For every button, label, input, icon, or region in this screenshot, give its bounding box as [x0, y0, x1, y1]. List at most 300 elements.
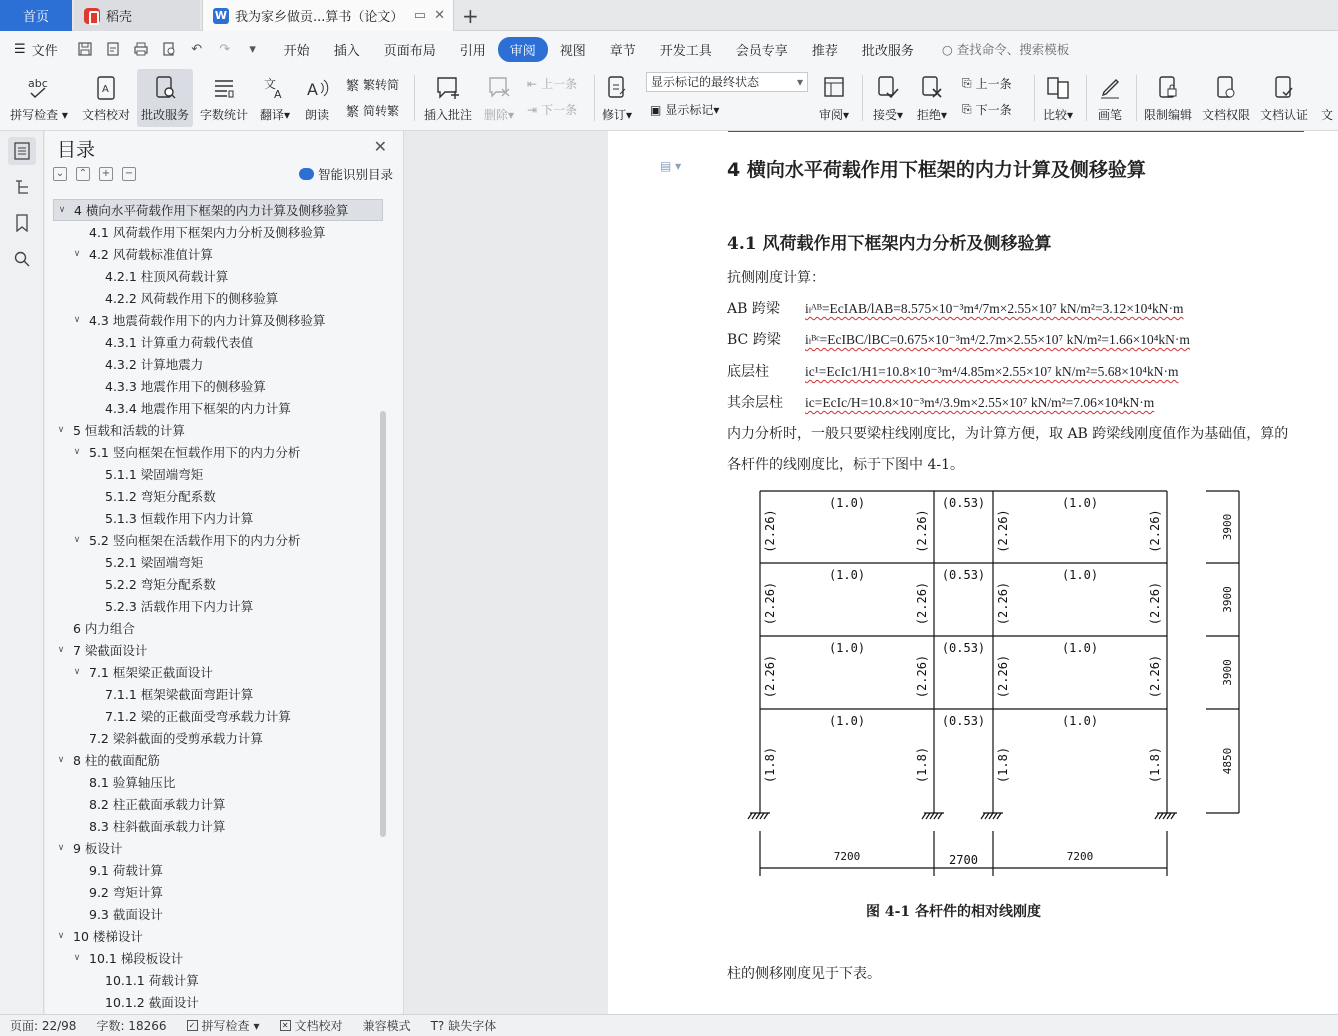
- toc-scrollbar[interactable]: [380, 411, 386, 837]
- toc-item-label: 8.2 柱正截面承载力计算: [89, 797, 226, 812]
- doc-more-button[interactable]: [1316, 69, 1338, 127]
- chevron-down-icon[interactable]: ∨: [57, 425, 65, 435]
- compare-button[interactable]: [1038, 69, 1078, 127]
- toc-item-label: 10.1.2 截面设计: [105, 995, 199, 1010]
- review-pane-icon: [820, 74, 848, 102]
- delete-comment-icon: [485, 74, 513, 102]
- tab-close-icon[interactable]: ✕: [434, 8, 445, 23]
- page-indicator[interactable]: 页面: 22/98: [10, 1019, 77, 1033]
- show-markup-icon: ▣: [650, 102, 662, 117]
- file-menu-label: 文件: [31, 43, 58, 59]
- spell-check-button[interactable]: [8, 69, 70, 127]
- toc-item[interactable]: [53, 507, 383, 529]
- search-icon: ○: [941, 41, 953, 57]
- chapter-heading: 4 横向水平荷载作用下框架的内力计算及侧移验算: [727, 159, 1146, 181]
- toc-list: [53, 199, 383, 1013]
- toc-item-label: 7.1.2 梁的正截面受弯承载力计算: [105, 709, 291, 724]
- beam-stiffness-label: (0.53): [941, 568, 986, 582]
- missing-font[interactable]: [421, 1017, 507, 1034]
- print-icon[interactable]: [130, 38, 152, 60]
- smart-toc-icon: [299, 168, 314, 180]
- formula-row-other-column: [727, 392, 1154, 412]
- paragraph-handle-icon[interactable]: ▤ ▾: [660, 159, 682, 173]
- toc-item-label: 5.2 竖向框架在活载作用下的内力分析: [89, 533, 301, 548]
- frame-support-hatch: [756, 813, 760, 819]
- missing-font-icon: T?: [430, 1018, 445, 1033]
- doc-certify-icon: [1270, 74, 1298, 102]
- column-stiffness-label: (2.26): [915, 509, 929, 553]
- toc-item-label: 9.1 荷载计算: [89, 863, 163, 878]
- toc-item[interactable]: [53, 375, 383, 397]
- toc-item[interactable]: [53, 903, 383, 925]
- ribbon-separator: [1034, 75, 1035, 121]
- toc-item[interactable]: [53, 353, 383, 375]
- toc-item-label: 4.3.1 计算重力荷载代表值: [105, 335, 254, 350]
- toc-item-label: 8.3 柱斜截面承载力计算: [89, 819, 226, 834]
- file-menu[interactable]: [14, 40, 58, 59]
- review-pane-label: 审阅▾: [818, 108, 850, 122]
- toc-item[interactable]: [53, 595, 383, 617]
- delete-comment-label: 删除▾: [483, 108, 515, 122]
- reject-label: 拒绝▾: [916, 108, 948, 122]
- column-stiffness-label: (2.26): [1148, 509, 1162, 553]
- page-margin-mark: [728, 131, 1304, 147]
- menu-review-service[interactable]: 批改服务: [861, 43, 914, 59]
- toc-item-label: 4.2.1 柱顶风荷载计算: [105, 269, 229, 284]
- doc-certify-label: 文档认证: [1259, 108, 1308, 122]
- column-stiffness-label: (2.26): [1148, 581, 1162, 626]
- menu-view[interactable]: 视图: [559, 43, 586, 59]
- frame-support-hatch: [926, 813, 930, 819]
- command-search[interactable]: [942, 40, 1069, 58]
- remove-heading-icon[interactable]: −: [122, 167, 136, 181]
- toc-item-label: 7.1.1 框架梁截面弯距计算: [105, 687, 254, 702]
- formula-label: AB 跨梁: [727, 301, 780, 317]
- frame-support-hatch: [985, 813, 989, 819]
- toc-item[interactable]: [53, 573, 383, 595]
- toc-item-label: 5.2.1 梁固端弯矩: [105, 555, 204, 570]
- formula-text: ic¹=EcIc1/H1=10.8×10⁻³m⁴/4.85m×2.55×10⁷ kN/m²=5.68×10⁴kN·m: [805, 364, 1179, 379]
- menu-start[interactable]: 开始: [283, 43, 310, 59]
- toc-item-label: 6 内力组合: [73, 621, 135, 636]
- next-change-icon: ⎘: [962, 102, 972, 116]
- formula-text: ic=EcIc/H=10.8×10⁻³m⁴/3.9m×2.55×10⁷ kN/m²=7.06×10⁴kN·m: [805, 395, 1155, 410]
- beam-stiffness-label: (1.0): [1061, 568, 1099, 582]
- chevron-down-icon[interactable]: ∨: [57, 843, 65, 853]
- smart-toc-label: 智能识别目录: [317, 167, 393, 182]
- frame-support-hatch: [760, 813, 764, 819]
- spell-check-status-icon: ✓: [187, 1020, 198, 1031]
- chapter-nav-icon[interactable]: [8, 173, 36, 201]
- smart-toc-button[interactable]: [299, 165, 393, 183]
- prev-comment-icon: ⇤: [527, 76, 538, 91]
- column-stiffness-label: (2.26): [915, 654, 929, 699]
- frame-support-hatch: [938, 813, 942, 819]
- toc-item-label: 9.2 弯矩计算: [89, 885, 163, 900]
- word-count[interactable]: 字数: 18266: [96, 1019, 167, 1033]
- toc-item[interactable]: [53, 419, 383, 441]
- word-count-button[interactable]: [196, 69, 252, 127]
- toc-item[interactable]: [53, 617, 383, 639]
- doc-certify-button[interactable]: [1256, 69, 1312, 127]
- toc-item-label: 4.3 地震荷载作用下的内力计算及侧移验算: [89, 313, 326, 328]
- height-dimension-label: 3900: [1221, 513, 1234, 541]
- home-tab[interactable]: 首页: [0, 0, 72, 31]
- toc-item-label: 7 梁截面设计: [73, 643, 148, 658]
- frame-support-hatch: [748, 813, 752, 819]
- toc-item-label: 5 恒载和活载的计算: [73, 423, 185, 438]
- toc-item-label: 8.1 验算轴压比: [89, 775, 176, 790]
- span-dimension-label: 2700: [949, 853, 978, 867]
- toc-panel: [45, 131, 404, 1014]
- frame-support-hatch: [981, 813, 985, 819]
- menu-chapter[interactable]: 章节: [609, 43, 636, 59]
- svg-text:A: A: [274, 88, 282, 101]
- chevron-down-icon[interactable]: ∨: [57, 931, 65, 941]
- toc-item[interactable]: [53, 969, 383, 991]
- column-stiffness-label: (1.8): [915, 746, 929, 784]
- toc-item[interactable]: [53, 463, 383, 485]
- column-stiffness-label: (1.8): [763, 746, 777, 784]
- restrict-edit-icon: [1154, 74, 1182, 102]
- frame-support-hatch: [989, 813, 993, 819]
- toc-item[interactable]: [53, 991, 383, 1013]
- missing-font-label: 缺失字体: [448, 1019, 497, 1033]
- toc-item[interactable]: [53, 639, 383, 661]
- formula-label: 其余层柱: [727, 395, 783, 411]
- frame-support-hatch: [930, 813, 934, 819]
- trad-to-simp-icon: 繁: [346, 79, 360, 94]
- new-tab-icon[interactable]: +: [462, 4, 479, 28]
- quick-access-dropdown-icon[interactable]: ▾: [249, 41, 256, 57]
- formula-text: iₗᴮᶜ=EcIBC/lBC=0.675×10⁻³m⁴/2.7m×2.55×10⁷ kN/m²=1.66×10⁴kN·m: [805, 332, 1190, 347]
- track-changes-icon: [603, 74, 631, 102]
- svg-text:文: 文: [264, 77, 277, 91]
- column-stiffness-label: (2.26): [996, 509, 1010, 553]
- column-stiffness-label: (2.26): [763, 581, 777, 626]
- redo-icon[interactable]: ↷: [219, 41, 231, 57]
- command-search-placeholder: 查找命令、搜索模板: [956, 42, 1070, 57]
- toc-item[interactable]: [53, 925, 383, 947]
- toc-item[interactable]: [53, 661, 383, 683]
- prev-comment-button[interactable]: [527, 75, 577, 92]
- beam-stiffness-label: (1.0): [828, 568, 866, 582]
- paragraph-column-stiffness: 柱的侧移刚度见于下表。: [727, 966, 881, 982]
- toc-item[interactable]: [53, 683, 383, 705]
- insert-comment-button[interactable]: [420, 69, 476, 127]
- show-markup-button[interactable]: [650, 101, 719, 118]
- column-stiffness-label: (2.26): [915, 581, 929, 626]
- menu-page-layout[interactable]: 页面布局: [383, 43, 436, 59]
- frame-support-hatch: [1167, 813, 1171, 819]
- next-comment-button[interactable]: [527, 101, 577, 118]
- doc-more-icon: [1316, 74, 1338, 102]
- height-dimension-label: 3900: [1221, 659, 1234, 686]
- toc-item[interactable]: [53, 705, 383, 727]
- pen-icon: [1096, 74, 1124, 102]
- add-heading-icon[interactable]: +: [99, 167, 113, 181]
- chevron-down-icon[interactable]: ∨: [73, 315, 81, 325]
- frame-support-hatch: [1163, 813, 1167, 819]
- menu-references[interactable]: 引用: [459, 43, 486, 59]
- height-dimension-label: 4850: [1221, 747, 1234, 775]
- frame-support-hatch: [993, 813, 997, 819]
- toc-item-label: 5.1 竖向框架在恒载作用下的内力分析: [89, 445, 301, 460]
- beam-stiffness-label: (1.0): [828, 714, 866, 728]
- insert-comment-label: 插入批注: [423, 108, 472, 122]
- toc-item[interactable]: [53, 485, 383, 507]
- toc-item[interactable]: [53, 309, 383, 331]
- read-aloud-icon: [303, 74, 331, 102]
- figure-caption: 图 4-1 各杆件的相对线刚度: [866, 904, 1042, 920]
- doc-check-label: 文档校对: [81, 108, 130, 122]
- toc-item-label: 5.1.1 梁固端弯矩: [105, 467, 204, 482]
- toc-item[interactable]: [53, 793, 383, 815]
- navigation-strip: [0, 131, 44, 1014]
- next-change-button[interactable]: [962, 101, 1012, 118]
- formula-row-ab: [727, 298, 1184, 318]
- ribbon-separator: [862, 75, 863, 121]
- close-icon[interactable]: ✕: [373, 137, 387, 156]
- next-change-label: 下一条: [975, 103, 1012, 117]
- tab-pin-icon[interactable]: ▭: [413, 8, 427, 23]
- doc-check-button[interactable]: [78, 69, 134, 127]
- column-stiffness-label: (1.8): [1148, 746, 1162, 784]
- hamburger-icon: ☰: [14, 41, 26, 57]
- frame-support-hatch: [934, 813, 938, 819]
- review-ribbon: [0, 67, 1338, 131]
- compare-icon: [1044, 74, 1072, 102]
- toc-item[interactable]: [53, 287, 383, 309]
- spell-check-label: 拼写检查 ▾: [10, 108, 68, 122]
- status-spell-check[interactable]: ✓ 拼写检查 ▾: [177, 1017, 270, 1034]
- toc-item-label: 7.2 梁斜截面的受剪承载力计算: [89, 731, 263, 746]
- chevron-down-icon[interactable]: ∨: [73, 249, 81, 259]
- trad-to-simp-label: 繁转简: [363, 78, 400, 92]
- simp-to-trad-label: 简转繁: [363, 104, 400, 118]
- paragraph-analysis-2: 各杆件的线刚度比，标于下图中 4-1。: [727, 457, 964, 473]
- doc-more-label: 文: [1320, 108, 1333, 122]
- column-stiffness-label: (2.26): [996, 581, 1010, 626]
- toc-item[interactable]: [53, 265, 383, 287]
- menu-member[interactable]: 会员专享: [735, 43, 788, 59]
- trad-to-simp-button[interactable]: [346, 75, 399, 94]
- review-service-label: 批改服务: [140, 108, 189, 122]
- svg-text:abc: abc: [28, 77, 48, 90]
- toc-item-label: 4.2 风荷载标准值计算: [89, 247, 213, 262]
- column-stiffness-label: (2.26): [763, 654, 777, 699]
- pen-button[interactable]: [1092, 69, 1128, 127]
- next-comment-label: 下一条: [541, 103, 578, 117]
- toc-item-label: 5.2.2 弯矩分配系数: [105, 577, 216, 592]
- toc-item-label: 10.1.1 荷载计算: [105, 973, 199, 988]
- menu-recommend[interactable]: 推荐: [811, 43, 838, 59]
- tab-document[interactable]: [202, 0, 454, 31]
- find-icon[interactable]: [8, 245, 36, 273]
- toc-item-label: 4.2.2 风荷载作用下的侧移验算: [105, 291, 279, 306]
- chevron-down-icon[interactable]: ∨: [73, 535, 81, 545]
- beam-stiffness-label: (0.53): [941, 496, 986, 510]
- span-dimension-label: 7200: [833, 850, 861, 863]
- formula-text: iₗᴬᴮ=EcIAB/lAB=8.575×10⁻³m⁴/7m×2.55×10⁷ kN/m²=3.12×10⁴kN·m: [805, 301, 1184, 316]
- undo-icon[interactable]: ↶: [191, 41, 203, 57]
- beam-stiffness-label: (1.0): [1061, 714, 1099, 728]
- status-doc-check-label: 文档校对: [294, 1019, 343, 1033]
- compare-label: 比较▾: [1042, 108, 1074, 122]
- tab-doke[interactable]: [74, 0, 200, 31]
- track-changes-button[interactable]: [598, 69, 636, 127]
- toc-item[interactable]: [53, 243, 383, 265]
- chevron-down-icon[interactable]: ∨: [73, 667, 81, 677]
- bookmark-icon[interactable]: [8, 209, 36, 237]
- simp-to-trad-button[interactable]: [346, 101, 399, 120]
- formula-label: 底层柱: [727, 364, 769, 380]
- prev-change-icon: ⎘: [962, 76, 972, 90]
- toc-item-label: 4.3.4 地震作用下框架的内力计算: [105, 401, 291, 416]
- span-dimension-label: 7200: [1066, 850, 1094, 863]
- beam-stiffness-label: (1.0): [828, 641, 866, 655]
- accept-icon: [874, 74, 902, 102]
- toc-item[interactable]: [53, 771, 383, 793]
- read-aloud-button[interactable]: [298, 69, 336, 127]
- insert-comment-icon: [434, 74, 462, 102]
- toc-item[interactable]: [53, 441, 383, 463]
- beam-stiffness-label: (1.0): [1061, 641, 1099, 655]
- toc-item-label: 8 柱的截面配筋: [73, 753, 160, 768]
- read-aloud-label: 朗读: [304, 108, 329, 122]
- collapse-all-icon[interactable]: ⌄: [53, 167, 67, 181]
- tab-doke-label: 稻壳: [106, 10, 133, 25]
- expand-up-icon[interactable]: ⌃: [76, 167, 90, 181]
- column-stiffness-label: (2.26): [763, 509, 777, 553]
- toc-item[interactable]: [53, 727, 383, 749]
- delete-comment-button[interactable]: [480, 69, 518, 127]
- toc-item-label: 4.3.2 计算地震力: [105, 357, 204, 372]
- ribbon-separator: [414, 75, 415, 121]
- toc-item[interactable]: [53, 551, 383, 573]
- toc-item-label: 5.1.2 弯矩分配系数: [105, 489, 216, 504]
- reject-button[interactable]: [912, 69, 952, 127]
- section-heading: 4.1 风荷载作用下框架内力分析及侧移验算: [727, 234, 1052, 254]
- toc-item[interactable]: [53, 529, 383, 551]
- chevron-down-icon[interactable]: ∨: [73, 447, 81, 457]
- accept-button[interactable]: [868, 69, 908, 127]
- document-page[interactable]: [608, 131, 1338, 1014]
- toc-item[interactable]: [53, 397, 383, 419]
- beam-stiffness-label: (1.0): [828, 496, 866, 510]
- restrict-edit-button[interactable]: [1140, 69, 1196, 127]
- accept-label: 接受▾: [872, 108, 904, 122]
- save-icon[interactable]: [74, 38, 96, 60]
- main-menu: [272, 37, 926, 62]
- word-count-icon: [210, 74, 238, 102]
- menu-insert[interactable]: 插入: [333, 43, 360, 59]
- toc-item-label: 10 楼梯设计: [73, 929, 143, 944]
- export-pdf-icon[interactable]: [102, 38, 124, 60]
- paragraph-analysis-1: 内力分析时，一般只要梁柱线刚度比，为计算方便，取 AB 跨梁线刚度值作为基础值，算的: [727, 426, 1289, 442]
- prev-change-label: 上一条: [975, 77, 1012, 91]
- toc-item[interactable]: [53, 881, 383, 903]
- column-stiffness-label: (2.26): [1148, 654, 1162, 699]
- chevron-down-icon[interactable]: ∨: [73, 953, 81, 963]
- doc-permission-button[interactable]: [1198, 69, 1254, 127]
- restrict-edit-label: 限制编辑: [1143, 108, 1192, 122]
- column-stiffness-label: (1.8): [996, 746, 1010, 784]
- frame-support-hatch: [1159, 813, 1163, 819]
- formula-row-bc: [727, 329, 1190, 349]
- status-spell-label: 拼写检查: [201, 1019, 250, 1033]
- toc-item[interactable]: [53, 837, 383, 859]
- toc-item-label: 4.1 风荷载作用下框架内力分析及侧移验算: [89, 225, 326, 240]
- frame-diagram: [718, 481, 1258, 881]
- simp-to-trad-icon: 繁: [346, 105, 360, 120]
- translate-icon: [261, 74, 289, 102]
- frame-support-hatch: [997, 813, 1001, 819]
- menu-review[interactable]: 审阅: [498, 37, 548, 62]
- track-changes-label: 修订▾: [601, 108, 633, 122]
- status-bar: [0, 1014, 1338, 1036]
- toc-panel-icon[interactable]: [8, 137, 36, 165]
- toc-item[interactable]: [53, 859, 383, 881]
- reject-icon: [918, 74, 946, 102]
- status-doc-check[interactable]: [270, 1017, 353, 1034]
- review-service-button[interactable]: [137, 69, 193, 127]
- frame-support-hatch: [922, 813, 926, 819]
- prev-change-button[interactable]: [962, 75, 1012, 92]
- beam-stiffness-label: (1.0): [1061, 496, 1099, 510]
- paragraph-stiffness-intro: 抗侧刚度计算：: [727, 270, 825, 286]
- chevron-down-icon[interactable]: ∨: [57, 645, 65, 655]
- beam-stiffness-label: (0.53): [941, 714, 986, 728]
- column-stiffness-label: (2.26): [996, 654, 1010, 699]
- toc-item[interactable]: [53, 221, 383, 243]
- toc-item[interactable]: [53, 947, 383, 969]
- toc-item-label: 7.1 框架梁正截面设计: [89, 665, 213, 680]
- height-dimension-label: 3900: [1221, 586, 1234, 613]
- menu-developer[interactable]: 开发工具: [659, 43, 712, 59]
- frame-support-hatch: [752, 813, 756, 819]
- toc-item[interactable]: [53, 331, 383, 353]
- toc-item[interactable]: [53, 749, 383, 771]
- chevron-down-icon[interactable]: ∨: [57, 755, 65, 765]
- svg-text:A: A: [307, 80, 318, 99]
- ribbon-separator: [1136, 75, 1137, 121]
- show-markup-label: 显示标记▾: [665, 103, 720, 117]
- toc-item[interactable]: [53, 815, 383, 837]
- toc-item-label: 5.2.3 活载作用下内力计算: [105, 599, 254, 614]
- doc-permission-icon: [1212, 74, 1240, 102]
- markup-state-select[interactable]: [646, 72, 808, 92]
- spell-check-icon: [25, 74, 53, 102]
- print-preview-icon[interactable]: [158, 38, 180, 60]
- translate-button[interactable]: [256, 69, 294, 127]
- review-service-icon: [151, 74, 179, 102]
- compat-mode: 兼容模式: [362, 1019, 411, 1033]
- next-comment-icon: ⇥: [527, 102, 538, 117]
- toc-item[interactable]: [53, 199, 383, 221]
- chevron-down-icon[interactable]: ∨: [58, 205, 66, 215]
- markup-state-value: 显示标记的最终状态: [651, 75, 760, 89]
- toc-item-label: 10.1 梯段板设计: [89, 951, 184, 966]
- toc-item-label: 9.3 截面设计: [89, 907, 163, 922]
- writer-logo-icon: W: [214, 9, 228, 22]
- frame-support-hatch: [1155, 813, 1159, 819]
- menu-bar: [0, 31, 1338, 67]
- review-pane-button[interactable]: [814, 69, 854, 127]
- toc-toolbar: [53, 167, 136, 181]
- translate-label: 翻译▾: [259, 108, 291, 122]
- doke-logo-icon: [84, 8, 100, 24]
